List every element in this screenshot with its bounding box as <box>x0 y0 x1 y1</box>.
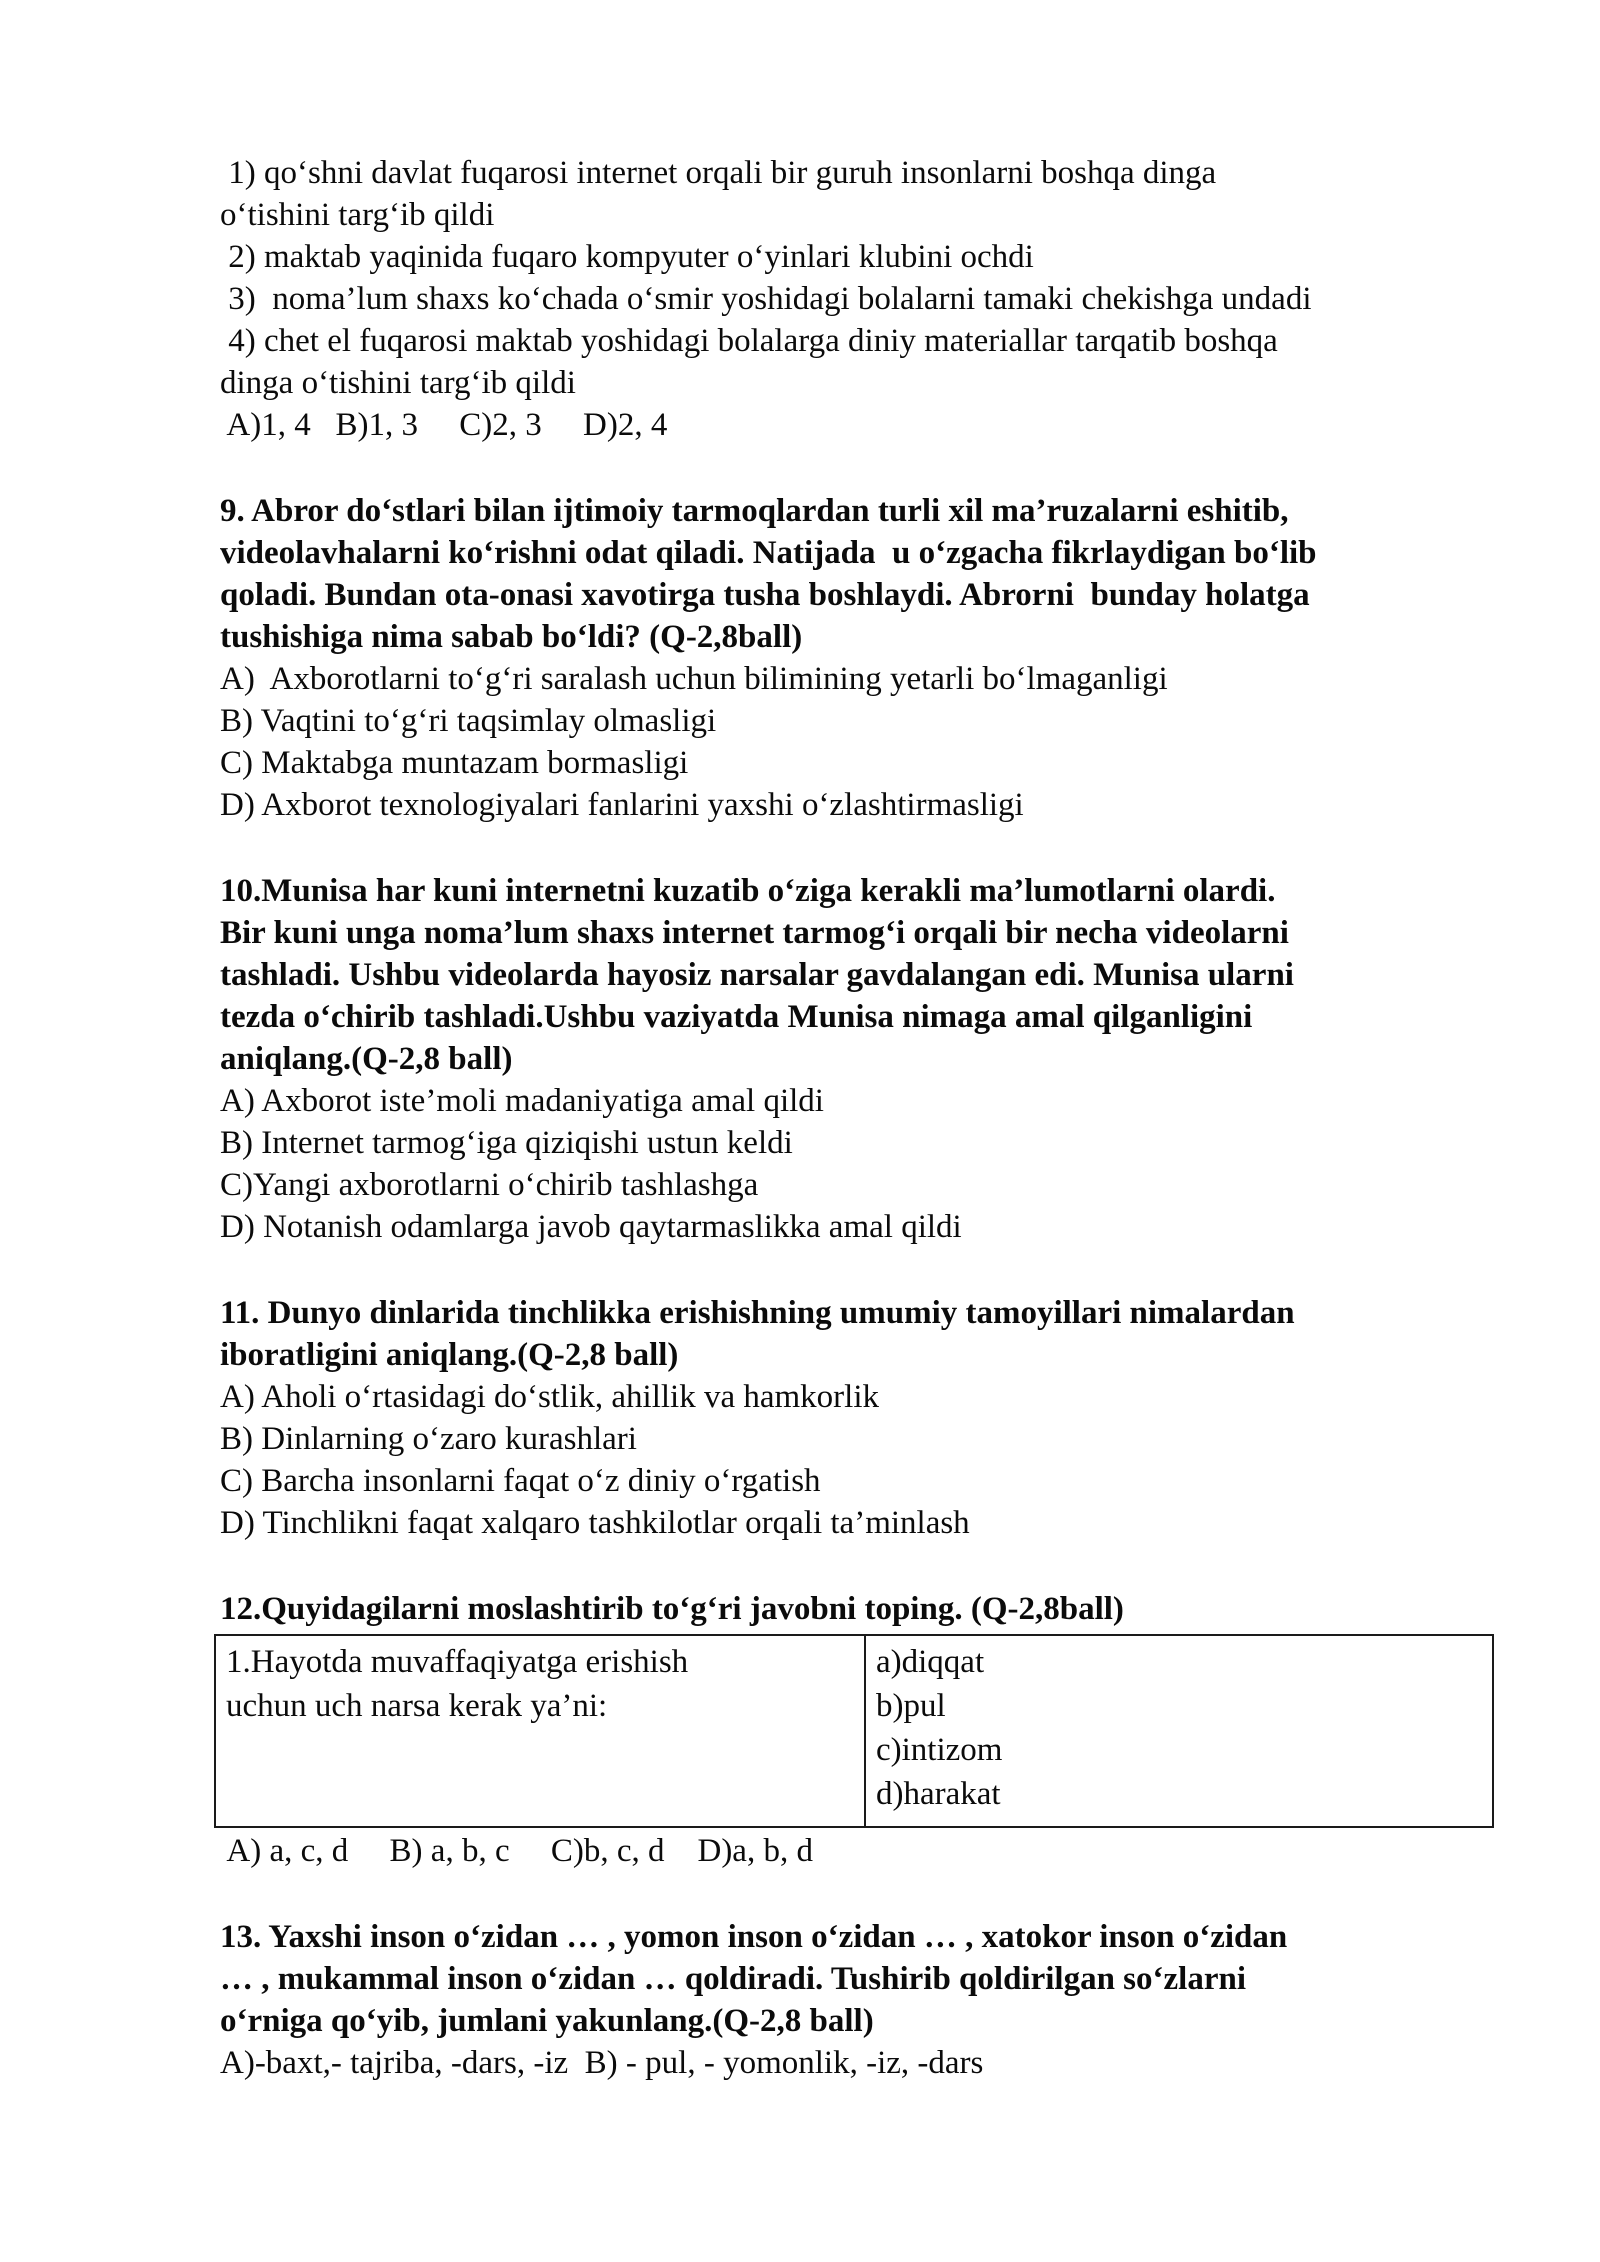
matching-table-right-cell <box>865 1635 1493 1827</box>
text-line: … , mukammal inson o‘zidan … qoldiradi. Tushirib qoldirilgan so‘zlarni <box>220 1961 1246 1997</box>
text-line: c)intizom <box>876 1732 1003 1768</box>
text-line: aniqlang.(Q-2,8 ball) <box>220 1041 513 1077</box>
text-line: dinga o‘tishini targ‘ib qildi <box>220 365 576 401</box>
question-10-header <box>220 870 1490 1080</box>
text-line: B) Internet tarmog‘iga qiziqishi ustun keldi <box>220 1125 793 1161</box>
text-line: 11. Dunyo dinlarida tinchlikka erishishning umumiy tamoyillari nimalardan <box>220 1295 1295 1331</box>
question-9-header <box>220 490 1490 658</box>
text-line: tezda o‘chirib tashladi.Ushbu vaziyatda Munisa nimaga amal qilganligini <box>220 999 1253 1035</box>
text-line: B) Dinlarning o‘zaro kurashlari <box>220 1421 637 1457</box>
question-10 <box>220 870 1490 1248</box>
text-line: D) Tinchlikni faqat xalqaro tashkilotlar orqali ta’minlash <box>220 1505 970 1541</box>
matching-right-lines <box>876 1640 1482 1816</box>
text-line: C)Yangi axborotlarni o‘chirib tashlashga <box>220 1167 759 1203</box>
text-line: B) Vaqtini to‘g‘ri taqsimlay olmasligi <box>220 703 717 739</box>
matching-table-row <box>215 1635 1493 1827</box>
text-line: C) Maktabga muntazam bormasligi <box>220 745 689 781</box>
question-12-header <box>220 1588 1490 1630</box>
text-line: 13. Yaxshi inson o‘zidan … , yomon inson o‘zidan … , xatokor inson o‘zidan <box>220 1919 1288 1955</box>
text-line: uchun uch narsa kerak ya’ni: <box>226 1688 608 1724</box>
text-line: 1.Hayotda muvaffaqiyatga erishish <box>226 1644 689 1680</box>
text-line: a)diqqat <box>876 1644 985 1680</box>
text-line: A) Axborotlarni to‘g‘ri saralash uchun bilimining yetarli bo‘lmaganligi <box>220 661 1168 697</box>
text-line: b)pul <box>876 1688 946 1724</box>
text-line: D) Notanish odamlarga javob qaytarmaslikka amal qildi <box>220 1209 962 1245</box>
text-line: A) Axborot iste’moli madaniyatiga amal qildi <box>220 1083 824 1119</box>
text-line: 3) noma’lum shaxs ko‘chada o‘smir yoshidagi bolalarni tamaki chekishga undadi <box>220 281 1312 317</box>
text-line: d)harakat <box>876 1776 1001 1812</box>
text-line: A)1, 4 B)1, 3 C)2, 3 D)2, 4 <box>220 407 668 443</box>
text-line: o‘tishini targ‘ib qildi <box>220 197 495 233</box>
text-line: 2) maktab yaqinida fuqaro kompyuter o‘yinlari klubini ochdi <box>220 239 1034 275</box>
text-line: tushishiga nima sabab bo‘ldi? (Q-2,8ball) <box>220 619 803 655</box>
question-13 <box>220 1916 1490 2084</box>
text-line: D) Axborot texnologiyalari fanlarini yaxshi o‘zlashtirmasligi <box>220 787 1024 823</box>
text-line: A)-baxt,- tajriba, -dars, -iz B) - pul, - yomonlik, -iz, -dars <box>220 2045 984 2081</box>
text-line: 1) qo‘shni davlat fuqarosi internet orqali bir guruh insonlarni boshqa dinga <box>220 155 1217 191</box>
text-line: iboratligini aniqlang.(Q-2,8 ball) <box>220 1337 679 1373</box>
text-line: C) Barcha insonlarni faqat o‘z diniy o‘rgatish <box>220 1463 821 1499</box>
question-8-lines <box>220 152 1490 446</box>
text-line: 4) chet el fuqarosi maktab yoshidagi bolalarga diniy materiallar tarqatib boshqa <box>220 323 1278 359</box>
question-12-answers <box>220 1830 1490 1872</box>
text-line: videolavhalarni ko‘rishni odat qiladi. Natijada u o‘zgacha fikrlaydigan bo‘lib <box>220 535 1317 571</box>
question-11 <box>220 1292 1490 1544</box>
question-12 <box>220 1588 1490 1872</box>
matching-left-lines <box>226 1640 854 1728</box>
question-10-options <box>220 1080 1490 1248</box>
question-9-options <box>220 658 1490 826</box>
question-13-options <box>220 2042 1490 2084</box>
matching-table <box>214 1634 1494 1828</box>
text-line: 10.Munisa har kuni internetni kuzatib o‘ziga kerakli ma’lumotlarni olardi. <box>220 873 1276 909</box>
question-13-header <box>220 1916 1490 2042</box>
question-11-header <box>220 1292 1490 1376</box>
text-line: A) a, c, d B) a, b, c C)b, c, d D)a, b, d <box>220 1833 813 1869</box>
matching-table-left-cell <box>215 1635 865 1827</box>
question-9 <box>220 490 1490 826</box>
question-8-statements <box>220 152 1490 446</box>
text-line: tashladi. Ushbu videolarda hayosiz narsalar gavdalangan edi. Munisa ularni <box>220 957 1294 993</box>
text-line: Bir kuni unga noma’lum shaxs internet tarmog‘i orqali bir necha videolarni <box>220 915 1289 951</box>
text-line: 12.Quyidagilarni moslashtirib to‘g‘ri javobni toping. (Q-2,8ball) <box>220 1591 1124 1627</box>
text-line: A) Aholi o‘rtasidagi do‘stlik, ahillik va hamkorlik <box>220 1379 879 1415</box>
text-line: o‘rniga qo‘yib, jumlani yakunlang.(Q-2,8 ball) <box>220 2003 874 2039</box>
text-line: 9. Abror do‘stlari bilan ijtimoiy tarmoqlardan turli xil ma’ruzalarni eshitib, <box>220 493 1289 529</box>
question-11-options <box>220 1376 1490 1544</box>
text-line: qoladi. Bundan ota-onasi xavotirga tusha boshlaydi. Abrorni bunday holatga <box>220 577 1310 613</box>
